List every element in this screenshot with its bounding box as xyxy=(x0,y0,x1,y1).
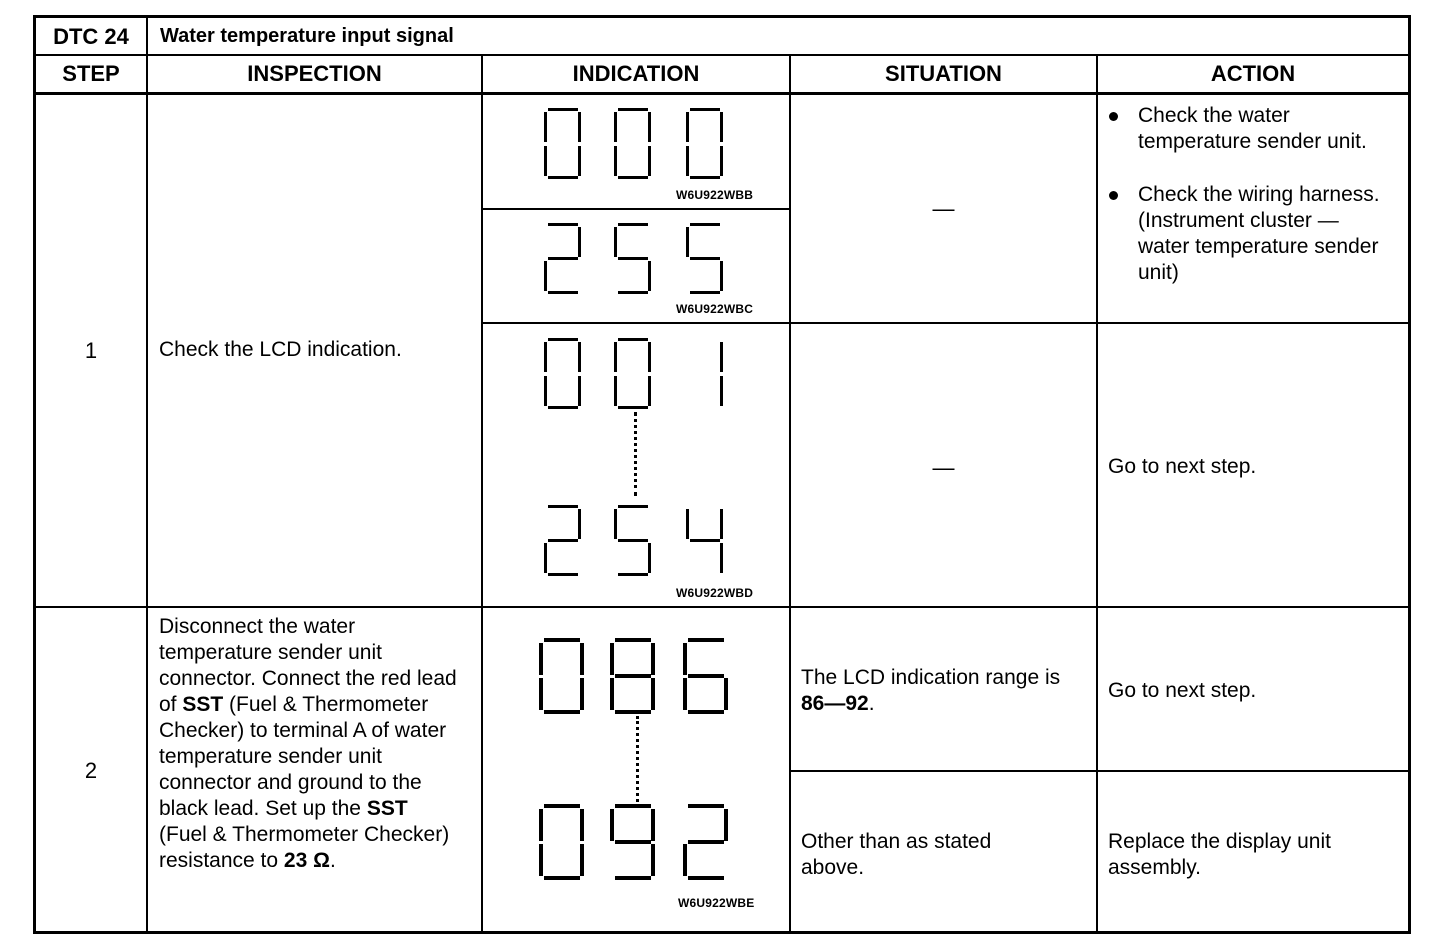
inspection-line: Set up the xyxy=(265,797,361,820)
lcd-display-000 xyxy=(530,100,740,185)
inspection-line: (Fuel & Thermometer Checker) resistance to xyxy=(159,823,450,872)
table-border-bottom xyxy=(33,931,1411,934)
table-border-top xyxy=(33,15,1411,18)
figure-code: W6U922WBD xyxy=(676,586,754,600)
inspection-line: . xyxy=(329,849,336,872)
figure-code: W6U922WBE xyxy=(678,896,755,910)
range-connector xyxy=(634,412,637,496)
inspection-line: (Fuel & Thermometer Checker) to terminal A of water temperature sender unit connector and ground to the black lead. xyxy=(159,693,447,820)
action-text: Go to next step. xyxy=(1108,455,1257,478)
col-line-step xyxy=(146,15,148,934)
lcd-display-001 xyxy=(530,330,740,415)
header-inspection: INSPECTION xyxy=(247,61,382,86)
col-line-inspection xyxy=(481,54,483,934)
inspection-text: Check the LCD indication. xyxy=(159,338,402,361)
divider-title xyxy=(33,54,1411,56)
situation-text: Other than as stated above. xyxy=(801,830,992,879)
col-line-indication xyxy=(789,54,791,934)
divider-indication-1 xyxy=(481,208,791,210)
inspection-text xyxy=(159,614,459,874)
lcd-display-092 xyxy=(528,796,743,886)
figure-code: W6U922WBB xyxy=(676,188,754,202)
header-step: STEP xyxy=(62,61,120,86)
dtc-code: DTC 24 xyxy=(53,24,129,49)
lcd-display-254 xyxy=(530,497,740,582)
table-border-right xyxy=(1408,15,1411,934)
divider-step1-rows xyxy=(481,322,1411,324)
situation-line: The LCD indication range is xyxy=(801,666,1061,689)
action-text: Replace the display unit assembly. xyxy=(1108,830,1331,879)
lcd-display-255 xyxy=(530,215,740,300)
range-value: 86—92 xyxy=(801,692,869,715)
header-situation: SITUATION xyxy=(885,61,1002,86)
lcd-display-086 xyxy=(528,630,743,720)
action-text: Check the water temperature sender unit. xyxy=(1138,104,1367,153)
inspection-line: Disconnect the water temperature sender unit connector. xyxy=(159,615,382,690)
divider-header xyxy=(33,92,1411,95)
situation-line: . xyxy=(868,692,875,715)
dtc-title: Water temperature input signal xyxy=(160,25,454,47)
inspection-line: Connect the red lead of xyxy=(159,667,457,716)
tool-name: SST xyxy=(366,797,408,820)
bullet-icon xyxy=(1109,112,1118,121)
situation-text: — xyxy=(932,455,955,480)
header-action: ACTION xyxy=(1210,61,1296,86)
header-indication: INDICATION xyxy=(572,61,700,86)
step-number: 2 xyxy=(84,758,98,783)
figure-code: W6U922WBC xyxy=(676,302,754,316)
action-text: Go to next step. xyxy=(1108,679,1257,702)
col-line-situation xyxy=(1096,54,1098,934)
range-connector xyxy=(636,716,639,802)
situation-text: — xyxy=(932,196,955,221)
action-text: Check the wiring harness. (Instrument cluster — water temperature sender unit) xyxy=(1138,183,1380,284)
divider-step2-rows xyxy=(789,770,1411,772)
step-number: 1 xyxy=(84,338,98,363)
table-border-left xyxy=(33,15,36,934)
bullet-icon xyxy=(1109,191,1118,200)
tool-name: SST xyxy=(182,693,224,716)
resistance-value: 23 Ω xyxy=(283,849,330,872)
situation-text xyxy=(801,665,1086,717)
divider-step xyxy=(33,606,1411,608)
